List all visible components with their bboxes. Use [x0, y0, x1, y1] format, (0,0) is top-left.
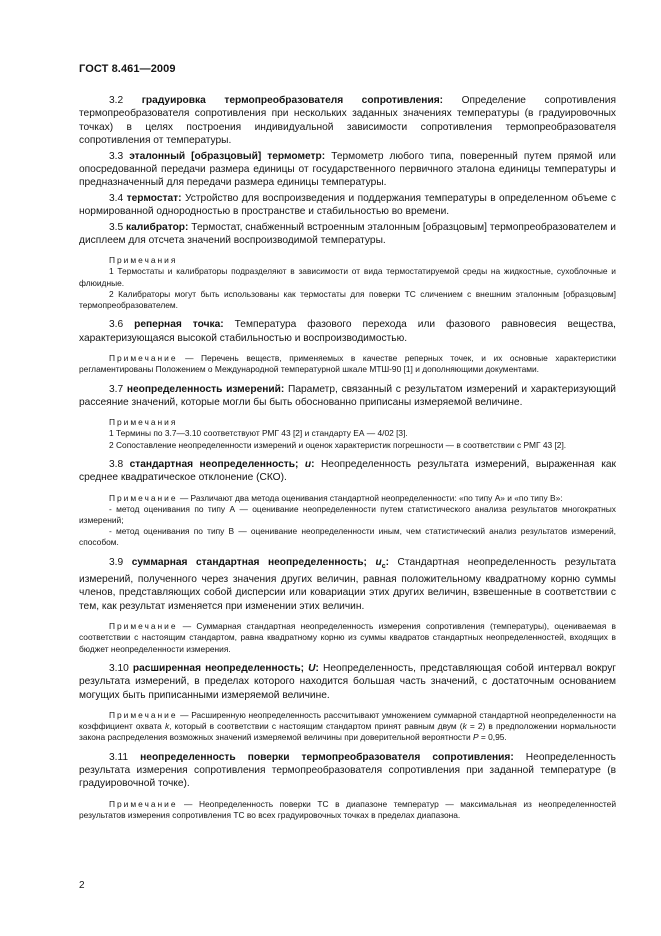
document-body — [79, 94, 616, 821]
note-3-9: Примечание — Суммарная стандартная неопределенность измерения сопротивления (температуры), оцениваемая в соответствии с настоящим стандартом, равна квадратному корню из суммы квадратов стандартных неопределенностей, входящих в бюджет неопределенности измерения. — [79, 621, 617, 654]
note-3-5-2: 2 Калибраторы могут быть использованы как термостаты для поверки ТС сличением с внешним эталонным [образцовым] термопреобразователем. — [79, 288, 616, 311]
note-3-8-item-a: - метод оценивания по типу А — оценивание неопределенности путем статистического анализа результатов многократных измерений; — [79, 503, 616, 525]
definition-3-6: 3.6 реперная точка: Температура фазового перехода или фазового равновесия вещества, характеризующаяся высокой стабильностью и воспроизводимостью. — [79, 319, 616, 344]
note-3-7-2: 2 Сопоставление неопределенности измерений и оценок характеристик погрешности — в соответствии с РМГ 43 [2]. — [109, 439, 567, 450]
note-3-7-1: 1 Термины по 3.7—3.10 соответствуют РМГ 43 [2] и стандарту ЕА — 4/02 [3]. — [109, 428, 408, 439]
note-3-8: Примечание — Различают два метода оценивания стандартной неопределенности: «по типу А» и «по типу В»: — [109, 492, 563, 503]
note-3-10: Примечание — Расширенную неопределенность рассчитывают умножением суммарной стандартной неопределенности на коэффициент охвата k, который в соответствии с настоящим стандартом принят равным двум (k = 2) в предположении нормальности закона распределения возможных значений измеряемой величины при доверительной вероятности P = 0,95. — [79, 710, 617, 743]
document-header: ГОСТ 8.461—2009 — [79, 63, 176, 75]
note-3-11: Примечание — Неопределенность поверки ТС в диапазоне температур — максимальная из неопределенностей результатов измерения сопротивления ТС во всех градуировочных точках в пределах диапазона. — [79, 798, 616, 821]
notes-heading: Примечания — [109, 255, 178, 266]
note-3-8-item-b: - метод оценивания по типу В — оценивание неопределенности иным, чем статистический анализ результатов измерений, способом. — [79, 526, 616, 548]
definition-3-8: 3.8 стандартная неопределенность; u: Неопределенность результата измерений, выраженная как среднее квадратическое отклонение (СКО). — [79, 458, 616, 484]
definition-3-11: 3.11 неопределенность поверки термопреобразователя сопротивления: Неопределенность результата измерения сопротивления термопреобразователя сопротивления при заданной температуре (в градуировочной точке). — [79, 751, 616, 790]
definition-3-9: 3.9 суммарная стандартная неопределенность; $u_c$: Стандартная неопределенность результата измерений, полученного через значения других величин, равная положительному квадратному корню суммы членов, представляющих собой дисперсии или ковариации этих других величин, взвешенные в соответствии с тем, как результат изменяется при изменении этих величин. — [79, 556, 616, 612]
definition-3-4: 3.4 термостат: Устройство для воспроизведения и поддержания температуры в определенном объеме с нормированной однородностью в пространстве и стабильностью во времени. — [79, 192, 616, 218]
definition-3-10: 3.10 расширенная неопределенность; U: Неопределенность, представляющая собой интервал вокруг результата измерений, в пределах которого находится большая часть значений, с достаточным основанием могущих быть приписанными измеряемой величине. — [79, 662, 617, 701]
note-3-5-1: 1 Термостаты и калибраторы подразделяют в зависимости от вида термостатируемой среды на жидкостные, сухоблочные и флюидные. — [79, 266, 616, 288]
definition-3-2: 3.2 градуировка термопреобразователя сопротивления: Определение сопротивления термопреобразователя сопротивления при нескольких заданных значениях температуры (в градуировочных точках) в целях построения индивидуальной зависимости сопротивления термопреобразователя сопротивления от температуры. — [79, 95, 616, 147]
page-number: 2 — [79, 880, 85, 891]
definition-3-5: 3.5 калибратор: Термостат, снабженный встроенным эталонным [образцовым] термопреобразователем и дисплеем для отсчета значений воспроизводимой температуры. — [79, 221, 616, 247]
notes-heading: Примечания — [109, 417, 178, 428]
definition-3-3: 3.3 эталонный [образцовый] термометр: Термометр любого типа, поверенный путем прямой или опосредованной передачи размера единицы от государственного первичного эталона единицы температуры и предназначенный для передачи размера единицы температуры. — [79, 150, 616, 189]
definition-3-7: 3.7 неопределенность измерений: Параметр, связанный с результатом измерений и характеризующий рассеяние значений, которые могли бы быть обоснованно приписаны измеряемой величине. — [79, 383, 616, 408]
note-3-6: Примечание — Перечень веществ, применяемых в качестве реперных точек, и их основные характеристики регламентированы Положением о Международной температурной шкале МТШ-90 [1] и дополняющими документами. — [79, 353, 616, 375]
